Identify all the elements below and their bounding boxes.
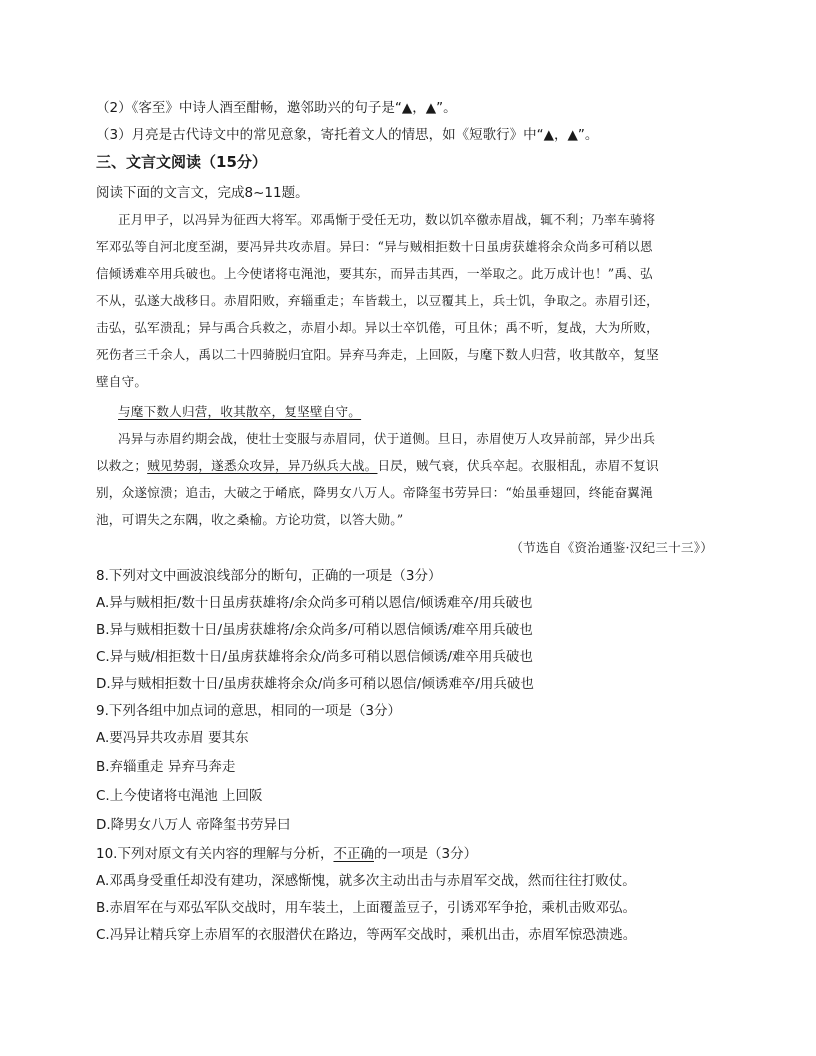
question-8-option-b: B.异与贼相拒数十日/虽虏获雄将/余众尚多/可稍以恩信倾诱/难卒用兵破也	[96, 622, 533, 638]
section-heading: 三、文言文阅读（15分）	[96, 153, 267, 171]
question-10-stem-start: 10.下列对原文有关内容的理解与分析，	[96, 846, 334, 862]
passage-p1-line-1: 正月甲子，以冯异为征西大将军。邓禹惭于受任无功，数以饥卒徼赤眉战，辄不利；乃率车骑将	[118, 212, 656, 227]
question-8-option-d: D.异与贼相拒数十日/虽虏获雄将余众/尚多可稍以恩信/倾诱难卒/用兵破也	[96, 676, 534, 692]
question-2-fill-blank: （2）《客至》中诗人酒至酣畅，邀邻助兴的句子是“▲，▲”。	[96, 100, 457, 116]
question-8-stem: 8.下列对文中画波浪线部分的断句，正确的一项是（3分）	[96, 568, 442, 584]
question-10-option-a: A.邓禹身受重任却没有建功，深感惭愧，就多次主动出击与赤眉军交战，然而往往打败仗。	[96, 873, 636, 889]
passage-p2-line-4: 池，可谓失之东隅，收之桑榆。方论功赏，以答大勋。”	[96, 512, 404, 527]
passage-p2-line-3: 别，众遂惊溃；追击，大破之于崤底，降男女八万人。帝降玺书劳异曰：“始虽垂翅回，终能奋翼渑	[96, 485, 653, 500]
question-10-option-c: C.冯异让精兵穿上赤眉军的衣服潜伏在路边，等两军交战时，乘机出击，赤眉军惊恐溃逃。	[96, 927, 637, 943]
passage-p1-line-6: 死伤者三千余人，禹以二十四骑脱归宜阳。异弃马奔走，上回阪，与麾下数人归营，收其散卒，复坚	[96, 347, 659, 362]
question-8-option-a: A.异与贼相拒/数十日虽虏获雄将/余众尚多可稍以恩信/倾诱难卒/用兵破也	[96, 595, 533, 611]
question-9-option-c: C.上今使诸将屯渑池 上回阪	[96, 788, 263, 804]
passage-p2-line-2-start: 以救之；	[96, 458, 148, 473]
question-9-option-a: A.要冯异共攻赤眉 要其东	[96, 730, 249, 746]
question-8-option-c: C.异与贼/相拒数十日/虽虏获雄将余众/尚多可稍以恩信倾诱/难卒用兵破也	[96, 649, 533, 665]
passage-p1-line-4: 不从，弘遂大战移日。赤眉阳败，弃辎重走；车皆载土，以豆覆其上，兵士饥，争取之。赤眉引还，	[96, 293, 659, 308]
passage-p2-line-2-end: 日昃，贼气衰，伏兵卒起。衣服相乱，赤眉不复识	[377, 458, 659, 473]
passage-source: （节选自《资治通鉴·汉纪三十三》）	[510, 540, 713, 555]
question-9-option-d: D.降男女八万人 帝降玺书劳异曰	[96, 817, 291, 833]
question-9-stem: 9.下列各组中加点词的意思，相同的一项是（3分）	[96, 703, 401, 719]
passage-p2-line-2	[96, 455, 659, 474]
question-10-stem-end: 的一项是（3分）	[373, 846, 478, 862]
underlined-sentence: 与麾下数人归营，收其散卒，复坚壁自守。	[118, 404, 362, 419]
question-10-emphasis: 不正确	[333, 846, 374, 862]
passage-p1-line-5: 击弘，弘军溃乱；异与禹合兵救之，赤眉小却。异以士卒饥倦，可且休；禹不听，复战，大为所败，	[96, 320, 659, 335]
passage-p1-line-2: 军邓弘等自河北度至湖，要冯异共攻赤眉。异曰：“异与贼相拒数十日虽虏获雄将余众尚多可稍以恩	[96, 239, 653, 254]
passage-p1-line-3: 信倾诱难卒用兵破也。上今使诸将屯渑池，要其东，而异击其西，一举取之。此万成计也！”禹、弘	[96, 266, 653, 281]
question-3-fill-blank: （3）月亮是古代诗文中的常见意象，寄托着文人的情思，如《短歌行》中“▲，▲”。	[96, 127, 599, 143]
underlined-clause: 贼见势弱，遂悉众攻异，异乃纵兵大战。	[147, 458, 378, 473]
question-10-stem	[96, 842, 477, 862]
passage-p1-line-7: 壁自守。	[96, 374, 148, 389]
reading-instruction: 阅读下面的文言文，完成8~11题。	[96, 185, 309, 201]
question-9-option-b: B.弃辎重走 异弃马奔走	[96, 759, 236, 775]
passage-p2-line-1: 冯异与赤眉约期会战，使壮士变服与赤眉同，伏于道侧。旦日，赤眉使万人攻异前部，异少出兵	[118, 431, 656, 446]
question-10-option-b: B.赤眉军在与邓弘军队交战时，用车装土，上面覆盖豆子，引诱邓军争抢，乘机击败邓弘。	[96, 900, 637, 916]
